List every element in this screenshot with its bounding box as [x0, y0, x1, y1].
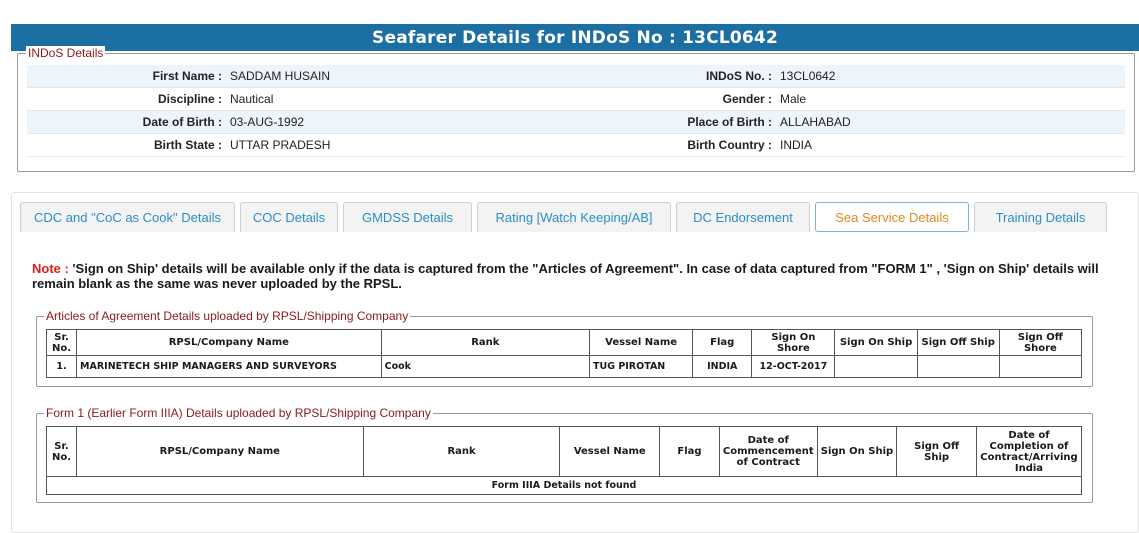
first-name-label: First Name :: [152, 69, 222, 83]
note-text: 'Sign on Ship' details will be available only if the data is captured from the "Articles of Agreement". In case of data captured from "FORM 1" , 'Sign on Ship' details will remain blank as the same was never uploaded by the RPSL.: [32, 261, 1099, 291]
col-flag: Flag: [693, 330, 752, 356]
indos-row: [27, 111, 1125, 134]
page-title: Seafarer Details for INDoS No : 13CL0642: [11, 24, 1139, 51]
tab-coc-details[interactable]: COC Details: [240, 202, 338, 232]
cell-vessel-name: TUG PIROTAN: [590, 356, 693, 378]
birth-country-value: INDIA: [780, 138, 813, 152]
cell-rank: Cook: [381, 356, 589, 378]
discipline-value: Nautical: [230, 92, 274, 106]
col-flag: Flag: [660, 427, 720, 477]
articles-table: [46, 329, 1082, 378]
col-sign-off-ship: Sign Off Ship: [897, 427, 977, 477]
col-sign-on-ship: Sign On Ship: [817, 427, 897, 477]
indos-row: [27, 88, 1125, 111]
cell-sign-on-ship: [835, 356, 917, 378]
indos-row: [27, 134, 1125, 157]
col-sr-no: Sr. No.: [47, 427, 77, 477]
place-of-birth-label: Place of Birth :: [687, 115, 772, 129]
col-rank: Rank: [363, 427, 560, 477]
cell-company-name: MARINETECH SHIP MANAGERS AND SURVEYORS: [77, 356, 382, 378]
indos-no-value: 13CL0642: [780, 69, 836, 83]
indos-details-rows: [27, 65, 1125, 157]
col-company-name: RPSL/Company Name: [76, 427, 363, 477]
col-completion-date: Date of Completion of Contract/Arriving India: [976, 427, 1081, 477]
cell-sr-no: 1.: [47, 356, 77, 378]
col-commencement-date: Date of Commencement of Contract: [719, 427, 817, 477]
gender-label: Gender :: [722, 92, 772, 106]
form1-fieldset: [36, 406, 1093, 503]
indos-no-label: INDoS No. :: [706, 69, 772, 83]
dob-value: 03-AUG-1992: [230, 115, 305, 129]
tab-dc-endorsement[interactable]: DC Endorsement: [676, 202, 810, 232]
cell-sign-off-ship: [917, 356, 999, 378]
cell-flag: INDIA: [693, 356, 752, 378]
tab-cdc-coc-cook[interactable]: CDC and "CoC as Cook" Details: [20, 202, 235, 232]
articles-fieldset: [36, 309, 1093, 387]
col-sign-on-shore: Sign On Shore: [752, 330, 835, 356]
discipline-label: Discipline :: [157, 92, 222, 106]
birth-country-label: Birth Country :: [687, 138, 772, 152]
indos-row: [27, 65, 1125, 88]
indos-details-fieldset: [17, 46, 1135, 172]
col-sign-off-shore: Sign Off Shore: [999, 330, 1081, 356]
col-vessel-name: Vessel Name: [590, 330, 693, 356]
cell-sign-off-shore: [999, 356, 1081, 378]
tab-rating-watch-keeping[interactable]: Rating [Watch Keeping/AB]: [477, 202, 671, 232]
form1-table: [46, 426, 1082, 495]
table-row: [47, 477, 1082, 495]
form1-legend: Form 1 (Earlier Form IIIA) Details uploaded by RPSL/Shipping Company: [46, 406, 431, 420]
col-sign-on-ship: Sign On Ship: [835, 330, 917, 356]
col-rank: Rank: [381, 330, 589, 356]
col-vessel-name: Vessel Name: [560, 427, 660, 477]
dob-label: Date of Birth :: [142, 115, 222, 129]
cell-sign-on-shore: 12-OCT-2017: [752, 356, 835, 378]
table-header-row: [47, 330, 1082, 356]
empty-message: Form IIIA Details not found: [47, 477, 1082, 495]
gender-value: Male: [780, 92, 807, 106]
place-of-birth-value: ALLAHABAD: [780, 115, 851, 129]
birth-state-label: Birth State :: [153, 138, 222, 152]
col-sr-no: Sr. No.: [47, 330, 77, 356]
col-company-name: RPSL/Company Name: [77, 330, 382, 356]
tab-training-details[interactable]: Training Details: [974, 202, 1107, 232]
details-panel: [11, 192, 1139, 533]
sign-on-note: [32, 261, 1112, 291]
articles-legend: Articles of Agreement Details uploaded by RPSL/Shipping Company: [46, 309, 409, 323]
indos-details-legend: INDoS Details: [28, 46, 104, 60]
table-header-row: [47, 427, 1082, 477]
col-sign-off-ship: Sign Off Ship: [917, 330, 999, 356]
tab-sea-service-details[interactable]: Sea Service Details: [815, 202, 969, 232]
birth-state-value: UTTAR PRADESH: [230, 138, 331, 152]
first-name-value: SADDAM HUSAIN: [230, 69, 331, 83]
note-label: Note :: [32, 261, 69, 276]
table-row: [47, 356, 1082, 378]
tab-gmdss-details[interactable]: GMDSS Details: [343, 202, 472, 232]
